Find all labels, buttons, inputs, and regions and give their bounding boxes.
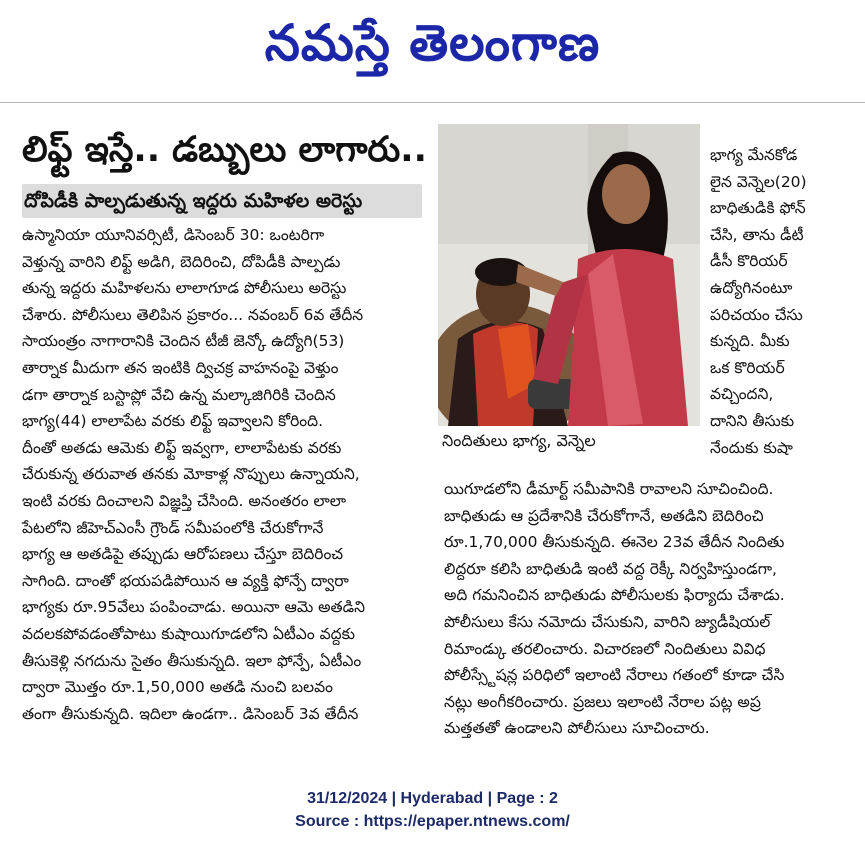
article-line: పరిచయం చేసు <box>710 305 803 324</box>
article-line: డీసీ కొరియర్ <box>710 252 788 271</box>
footer-date-edition: 31/12/2024 | Hyderabad | Page : 2 <box>307 790 558 807</box>
article-body-bottom-column <box>444 476 859 742</box>
article-line: నేందుకు కుషా <box>710 438 793 457</box>
article-line: బాధితుడు ఆ ప్రదేశానికి చేరుకోగానే, అతడిని బెదిరించి <box>444 506 764 525</box>
article-line: భాగ్య మేనకోడ <box>710 146 798 164</box>
article-line: చేసి, తాను డీటీ <box>710 225 804 244</box>
article-line: దీంతో అతడు ఆమెకు లిఫ్ట్ ఇవ్వగా, లాలాపేటకు వరకు <box>22 438 342 457</box>
article-line: వచ్చిందని, <box>710 385 774 404</box>
article-line: ఉస్మానియా యూనివర్సిటీ, డిసెంబర్ 30: ఒంటరిగా <box>22 226 325 244</box>
article-line: లిద్దరూ కలిసి బాధితుడి ఇంటి వద్ద రెక్కీ నిర్వహిస్తుండగా, <box>444 559 777 578</box>
article-line: పేటలోని జీహెచ్ఎంసీ గ్రౌండ్ సమీపంలోకి చేరుకోగానే <box>22 518 324 537</box>
article-line: చేశారు. పోలీసులు తెలిపిన ప్రకారం... నవంబర్ 6వ తేదీన <box>22 305 364 324</box>
photo-caption: నిందితులు భాగ్య, వెన్నెల <box>442 431 596 450</box>
article-line: భాగ్యకు రూ.95వేలు పంపించాడు. అయినా ఆమె అతడిని <box>22 598 365 617</box>
article-line: తీసుకెళ్లి నగదును సైతం తీసుకున్నది. ఇలా ఫోన్పే, ఏటీఎం <box>22 651 362 670</box>
article-line: నట్లు అంగీకరించారు. ప్రజలు ఇలాంటి నేరాల పట్ల అప్ర <box>444 692 761 711</box>
article-line: పోలీస్స్టేషన్ల పరిధిలో ఇలాంటి నేరాలు గతంలో కూడా చేసి <box>444 666 785 685</box>
article-line: ద్వారా మొత్తం రూ.1,50,000 అతడి నుంచి బలవం <box>22 678 333 697</box>
article-line: సాగింది. దాంతో భయపడిపోయిన ఆ వ్యక్తి ఫోన్పే ద్వారా <box>22 571 349 590</box>
article-line: చేరుకున్న తరువాత తనకు మోకాళ్ల నొప్పులు ఉన్నాయని, <box>22 465 360 484</box>
article-line: తున్న ఇద్దరు మహిళలను లాలాగూడ పోలీసులు అరెస్టు <box>22 279 347 298</box>
photo-illustration <box>438 124 700 426</box>
article-line: సాయంత్రం నాగారానికి చెందిన టీజీ జెన్కో ఉద్యోగి(53) <box>22 332 345 351</box>
article-line: ఒక కొరియర్ <box>710 358 785 377</box>
article-line: భాగ్య ఆ అతడిపై తప్పుడు ఆరోపణలు చేస్తూ బెదిరించ <box>22 545 344 564</box>
article-line: వెళ్తున్న వారిని లిఫ్ట్ అడిగి, బెదిరించి, దోపిడీకి పాల్పడు <box>22 252 341 271</box>
article-line: దానిని తీసుకు <box>710 411 795 430</box>
article-line: తంగా తీసుకున్నది. ఇదిలా ఉండగా.. డిసెంబర్ 3వ తేదీన <box>22 704 359 723</box>
article-line: ఉద్యోగినంటూ <box>710 278 793 297</box>
article-body-right-column <box>710 142 860 461</box>
article-line: కున్నది. మీకు <box>710 332 790 351</box>
article-body-left-column <box>22 222 430 727</box>
article-line: డగా తార్నాక బస్టాప్లో వేచి ఉన్న మల్కాజిగిరికి చెందిన <box>22 385 336 404</box>
article-line: వదలకపోవడంతోపాటు కుషాయిగూడలోని ఏటీఎం వద్దకు <box>22 624 356 643</box>
article-subheadline: దోపిడీకి పాల్పడుతున్న ఇద్దరు మహిళల అరెస్టు <box>22 184 422 218</box>
article-line: భాగ్య(44) లాలాపేట వరకు లిఫ్ట్ ఇవ్వాలని కోరింది. <box>22 412 324 431</box>
article-line: అది గమనించిన బాధితుడు పోలీసులకు ఫిర్యాదు చేశాడు. <box>444 586 785 605</box>
article-line: పోలీసులు కేసు నమోదు చేసుకుని, వారిని జ్యుడీషియల్ <box>444 612 771 631</box>
article-line: ఇంటి వరకు దించాలని విజ్ఞప్తి చేసింది. అనంతరం లాలా <box>22 491 346 510</box>
article-line: లైన వెన్నెల(20) <box>710 172 807 191</box>
article-line: రూ.1,70,000 తీసుకున్నది. ఈనెల 23వ తేదీన నిందితు <box>444 533 785 552</box>
article-line: తార్నాక మీదుగా తన ఇంటికి ద్విచక్ర వాహనంపై వెళ్తుం <box>22 358 339 377</box>
article-line: రిమాండ్కు తరలించారు. విచారణలో నిందితులు వివిధ <box>444 639 766 658</box>
article-headline: లిఫ్ట్ ఇస్తే.. డబ్బులు లాగారు.. <box>22 130 427 170</box>
article-line: బాధితుడికి ఫోన్ <box>710 199 806 218</box>
article-line: యిగూడలోని డీమార్ట్ సమీపానికి రావాలని సూచించింది. <box>444 480 774 498</box>
article-photo <box>438 124 700 426</box>
masthead-logo: నమస్తే తెలంగాణ <box>264 14 601 72</box>
article-line: మత్తతతో ఉండాలని పోలీసులు సూచించారు. <box>444 719 710 738</box>
masthead-divider <box>0 102 865 103</box>
footer-source: Source : https://epaper.ntnews.com/ <box>295 813 570 830</box>
